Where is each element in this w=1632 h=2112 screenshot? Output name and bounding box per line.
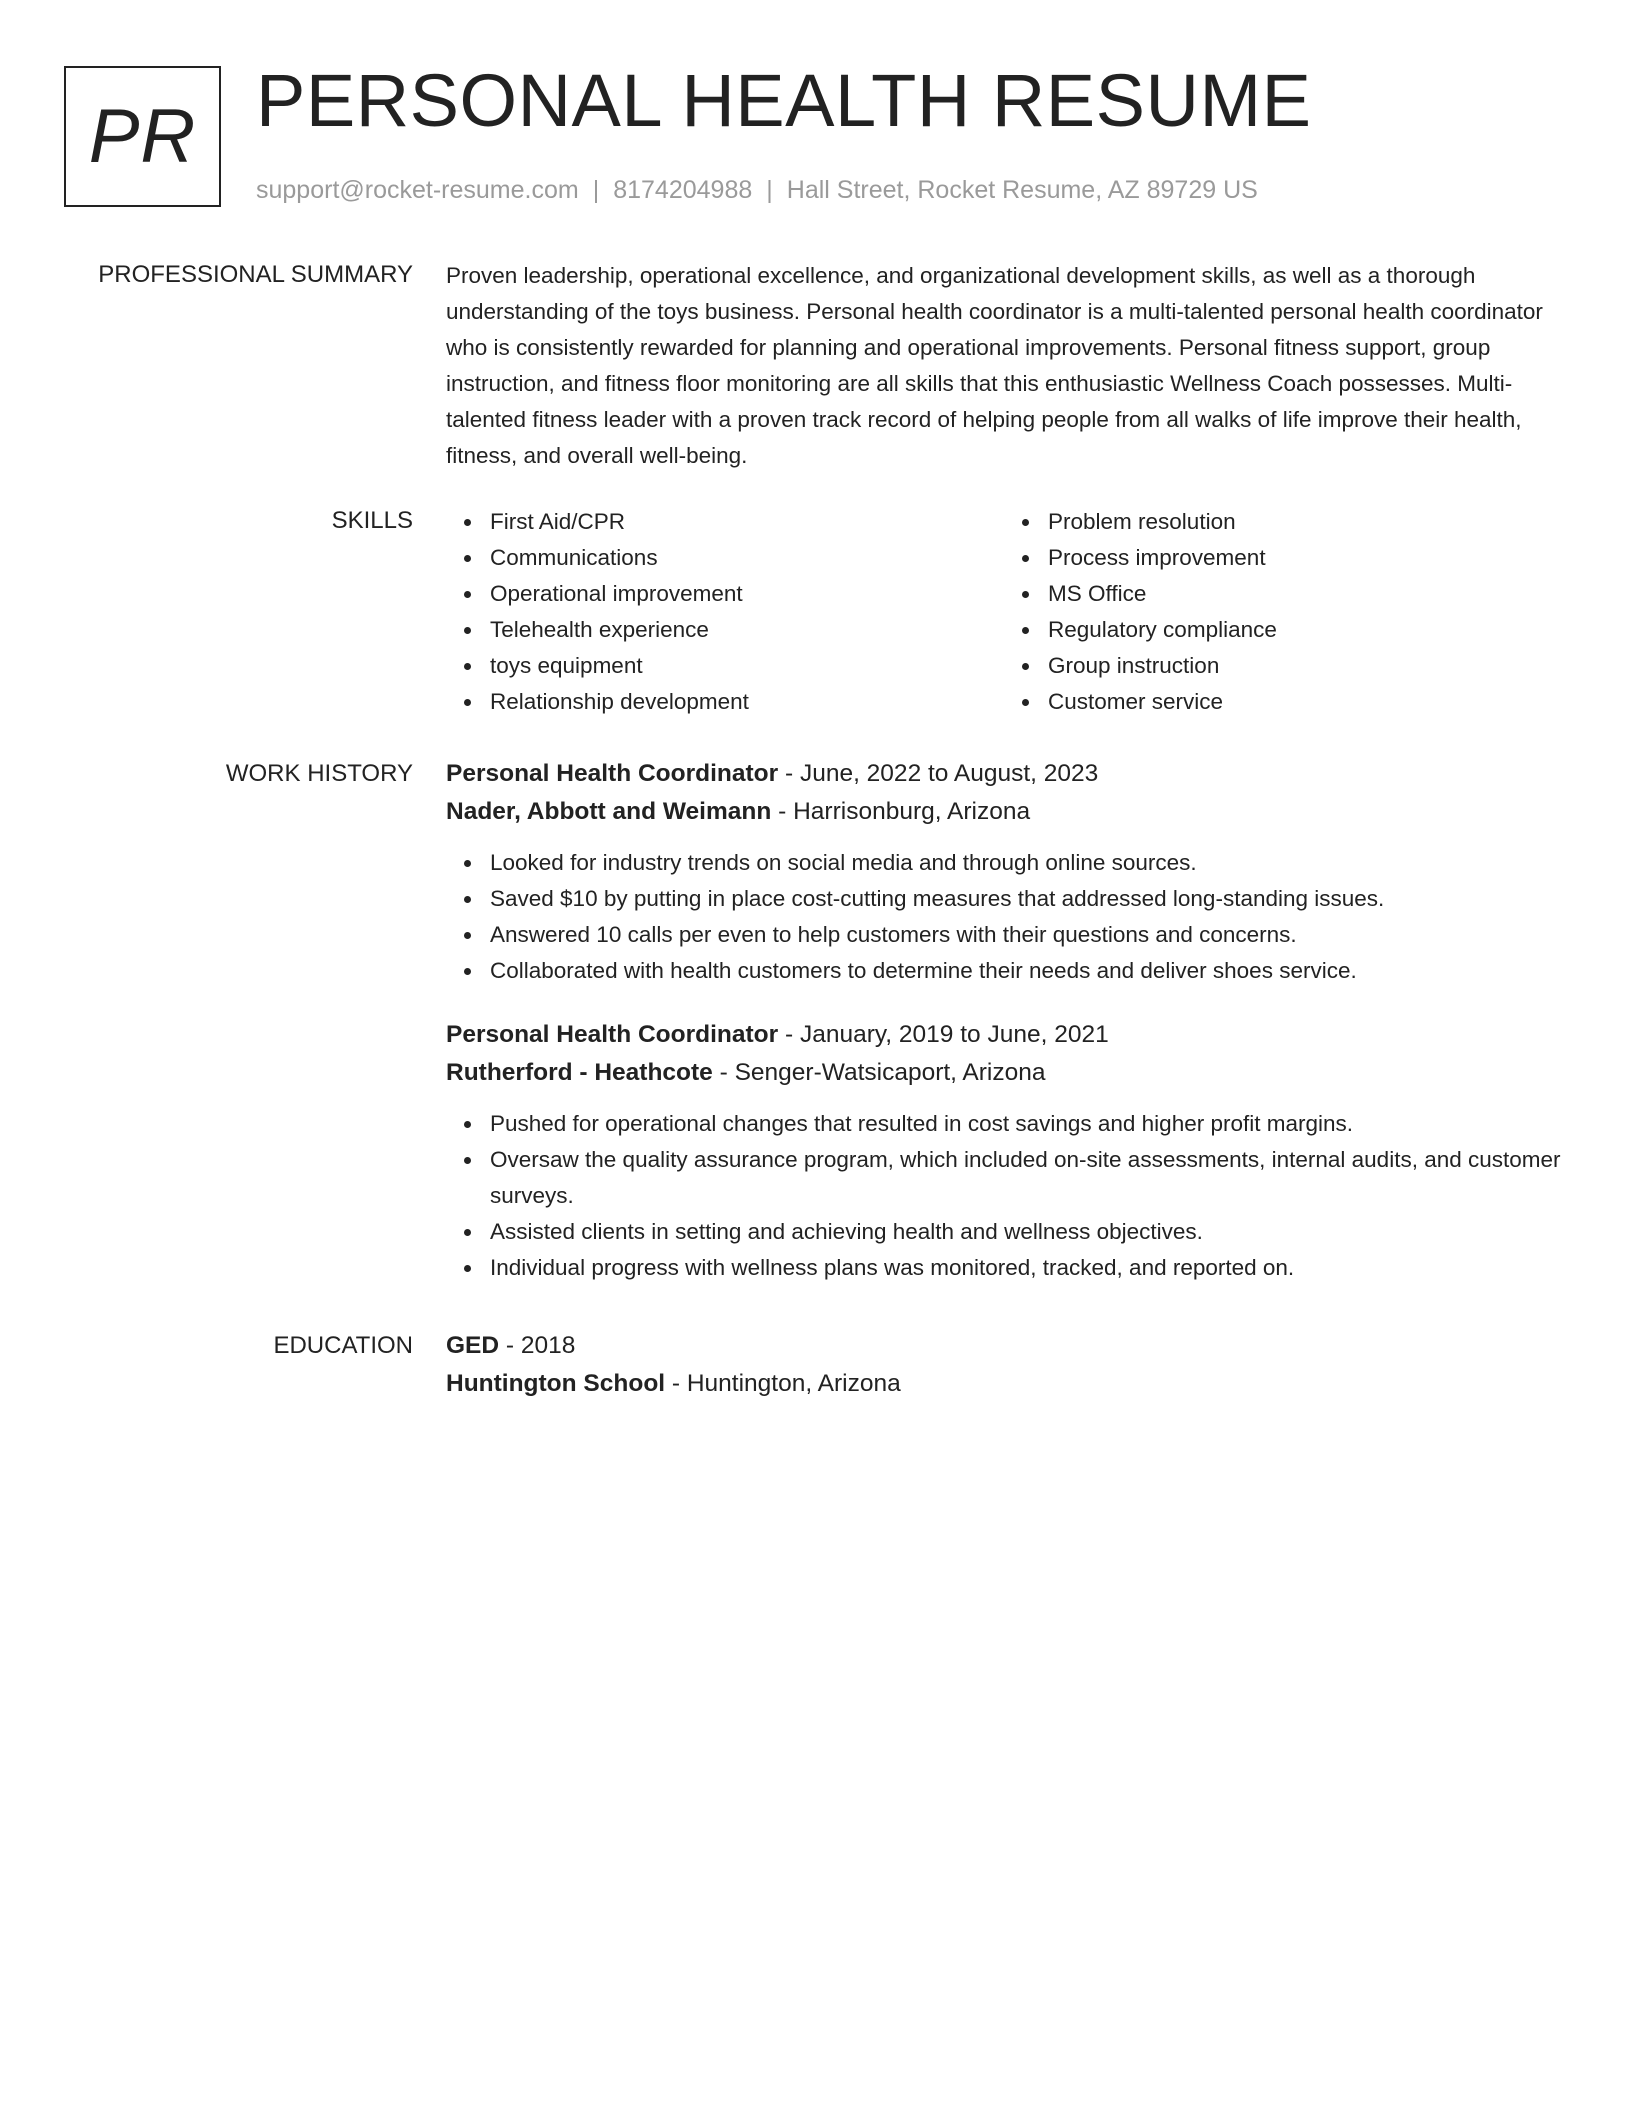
skill-item: First Aid/CPR bbox=[490, 504, 1004, 540]
job-dates: - January, 2019 to June, 2021 bbox=[778, 1021, 1109, 1048]
education-degree: GED bbox=[446, 1332, 500, 1359]
job-role: Personal Health Coordinator bbox=[446, 760, 779, 787]
job-company: Nader, Abbott and Weimann bbox=[446, 798, 772, 825]
job-role: Personal Health Coordinator bbox=[446, 1021, 779, 1048]
skill-item: Regulatory compliance bbox=[1048, 612, 1562, 648]
summary-text: Proven leadership, operational excellence, and organizational development skills, as well as a thorough understanding of the toys business. Personal health coordinator is a multi-talented personal health coordinator who is consistently rewarded for planning and operational improvements. Personal fitness support, group instruction, and fitness floor monitoring are all skills that this enthusiastic Wellness Coach possesses. Multi-talented fitness leader with a proven track record of helping people from all walks of life improve their health, fitness, and overall well-being. bbox=[446, 263, 1543, 468]
skill-item: toys equipment bbox=[490, 648, 1004, 684]
skill-item: Problem resolution bbox=[1048, 504, 1562, 540]
education-degree-line bbox=[446, 1327, 1562, 1365]
job-entry bbox=[446, 755, 1562, 989]
skills-list-left bbox=[446, 504, 1004, 720]
contact-separator: | bbox=[592, 176, 600, 204]
skill-item: Customer service bbox=[1048, 684, 1562, 720]
job-bullets bbox=[446, 1106, 1562, 1286]
job-bullet: Looked for industry trends on social media and through online sources. bbox=[490, 845, 1562, 881]
education-year: - 2018 bbox=[499, 1332, 576, 1359]
skill-item: Group instruction bbox=[1048, 648, 1562, 684]
job-bullet: Pushed for operational changes that resulted in cost savings and higher profit margins. bbox=[490, 1106, 1562, 1142]
monogram-badge: PR bbox=[64, 66, 221, 207]
job-bullet: Saved $10 by putting in place cost-cutting measures that addressed long-standing issues. bbox=[490, 881, 1562, 917]
job-title-line bbox=[446, 1016, 1562, 1054]
skill-item: Relationship development bbox=[490, 684, 1004, 720]
education-school-line bbox=[446, 1365, 1562, 1403]
job-bullet: Answered 10 calls per even to help customers with their questions and concerns. bbox=[490, 917, 1562, 953]
job-location: - Harrisonburg, Arizona bbox=[771, 798, 1031, 825]
job-title-line bbox=[446, 755, 1562, 793]
job-company: Rutherford - Heathcote bbox=[446, 1059, 713, 1086]
job-bullet: Assisted clients in setting and achieving health and wellness objectives. bbox=[490, 1214, 1562, 1250]
section-title-summary: PROFESSIONAL SUMMARY bbox=[98, 261, 413, 288]
contact-separator: | bbox=[766, 176, 773, 204]
section-title-skills: SKILLS bbox=[331, 507, 413, 534]
skills-list-right bbox=[1004, 504, 1562, 720]
job-bullet: Individual progress with wellness plans was monitored, tracked, and reported on. bbox=[490, 1250, 1562, 1286]
skill-item: MS Office bbox=[1048, 576, 1562, 612]
job-location: - Senger-Watsicaport, Arizona bbox=[712, 1059, 1046, 1086]
education-school: Huntington School bbox=[446, 1370, 666, 1397]
skill-item: Process improvement bbox=[1048, 540, 1562, 576]
section-title-work-history: WORK HISTORY bbox=[225, 760, 413, 787]
job-bullet: Oversaw the quality assurance program, which included on-site assessments, internal audits, and customer surveys. bbox=[490, 1142, 1562, 1214]
section-title-education: EDUCATION bbox=[273, 1332, 413, 1359]
job-bullet: Collaborated with health customers to determine their needs and deliver shoes service. bbox=[490, 953, 1562, 989]
contact-address: Hall Street, Rocket Resume, AZ 89729 US bbox=[786, 176, 1258, 204]
job-bullets bbox=[446, 845, 1562, 989]
skill-item: Operational improvement bbox=[490, 576, 1004, 612]
job-company-line bbox=[446, 793, 1562, 831]
job-dates: - June, 2022 to August, 2023 bbox=[778, 760, 1099, 787]
job-entry bbox=[446, 1016, 1562, 1286]
resume-name: PERSONAL HEALTH RESUME bbox=[256, 59, 1312, 142]
contact-email: support@rocket-resume.com bbox=[256, 176, 579, 204]
skill-item: Telehealth experience bbox=[490, 612, 1004, 648]
education-location: - Huntington, Arizona bbox=[665, 1370, 901, 1397]
contact-line bbox=[256, 172, 1258, 208]
skill-item: Communications bbox=[490, 540, 1004, 576]
job-company-line bbox=[446, 1054, 1562, 1092]
contact-phone: 8174204988 bbox=[613, 176, 753, 204]
